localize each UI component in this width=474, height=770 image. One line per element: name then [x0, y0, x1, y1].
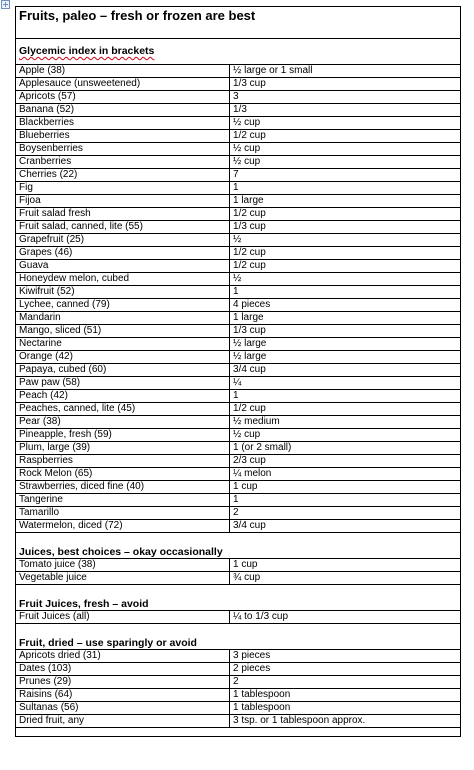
section-heading: Fruit, dried – use sparingly or avoid	[16, 623, 460, 649]
portion-cell: 3/4 cup	[230, 520, 461, 533]
portion-cell: 3 pieces	[230, 650, 461, 663]
fruit-name-cell: Paw paw (58)	[16, 377, 230, 390]
table-row	[16, 676, 460, 689]
portion-cell: 1	[230, 390, 461, 403]
portion-cell: ½ cup	[230, 156, 461, 169]
table-row	[16, 286, 460, 299]
table-row	[16, 182, 460, 195]
table-row	[16, 416, 460, 429]
portion-cell: 1	[230, 286, 461, 299]
table-row	[16, 299, 460, 312]
fruit-name-cell: Grapefruit (25)	[16, 234, 230, 247]
fruit-name-cell: Cranberries	[16, 156, 230, 169]
table-row	[16, 208, 460, 221]
fruit-name-cell: Blueberries	[16, 130, 230, 143]
table-row	[16, 143, 460, 156]
table-row	[16, 611, 460, 624]
table-row	[16, 468, 460, 481]
fruit-name-cell: Banana (52)	[16, 104, 230, 117]
table-row	[16, 351, 460, 364]
fruit-name-cell: Vegetable juice	[16, 572, 230, 585]
table-row	[16, 429, 460, 442]
table-row	[16, 663, 460, 676]
fruit-name-cell: Mango, sliced (51)	[16, 325, 230, 338]
fruit-name-cell: Tomato juice (38)	[16, 559, 230, 572]
fruit-name-cell: Boysenberries	[16, 143, 230, 156]
table-row	[16, 559, 460, 572]
table-row	[16, 260, 460, 273]
portion-cell: 3	[230, 91, 461, 104]
table-row	[16, 234, 460, 247]
table-row	[16, 325, 460, 338]
portion-cell: ¼	[230, 377, 461, 390]
fruit-name-cell: Lychee, canned (79)	[16, 299, 230, 312]
fruit-name-cell: Strawberries, diced fine (40)	[16, 481, 230, 494]
fruit-name-cell: Tangerine	[16, 494, 230, 507]
table-row	[16, 221, 460, 234]
fruit-name-cell: Pear (38)	[16, 416, 230, 429]
portion-cell: 1	[230, 182, 461, 195]
table-row	[16, 442, 460, 455]
fruit-name-cell: Fruit salad, canned, lite (55)	[16, 221, 230, 234]
fruit-name-cell: Raspberries	[16, 455, 230, 468]
fruit-name-cell: Applesauce (unsweetened)	[16, 78, 230, 91]
table-row	[16, 104, 460, 117]
fruit-name-cell: Dates (103)	[16, 663, 230, 676]
fruit-name-cell: Tamarillo	[16, 507, 230, 520]
fruit-name-cell: Cherries (22)	[16, 169, 230, 182]
portion-cell: 1 (or 2 small)	[230, 442, 461, 455]
fruit-name-cell: Plum, large (39)	[16, 442, 230, 455]
fruit-name-cell: Fruit Juices (all)	[16, 611, 230, 624]
table-row	[16, 312, 460, 325]
section-heading: Fruit Juices, fresh – avoid	[16, 584, 460, 610]
fruit-name-cell: Apple (38)	[16, 65, 230, 78]
portion-cell: ½ cup	[230, 429, 461, 442]
table-row	[16, 494, 460, 507]
page-title: Fruits, paleo – fresh or frozen are best	[16, 7, 460, 39]
portion-cell: ½ large	[230, 351, 461, 364]
table-row	[16, 572, 460, 585]
portion-cell: ½	[230, 234, 461, 247]
fruit-name-cell: Guava	[16, 260, 230, 273]
table-row	[16, 689, 460, 702]
table-row	[16, 702, 460, 715]
subtitle	[16, 39, 460, 64]
table-row	[16, 650, 460, 663]
fruit-name-cell: Raisins (64)	[16, 689, 230, 702]
portion-cell: ½ large	[230, 338, 461, 351]
table-row	[16, 455, 460, 468]
fruit-name-cell: Nectarine	[16, 338, 230, 351]
table-row	[16, 403, 460, 416]
fruit-name-cell: Fig	[16, 182, 230, 195]
portion-cell: ¾ cup	[230, 572, 461, 585]
portion-cell: 1/2 cup	[230, 403, 461, 416]
portion-cell: 1/3 cup	[230, 78, 461, 91]
table-row	[16, 78, 460, 91]
portion-cell: 1 tablespoon	[230, 689, 461, 702]
fruit-name-cell: Rock Melon (65)	[16, 468, 230, 481]
fruit-name-cell: Pineapple, fresh (59)	[16, 429, 230, 442]
table-move-handle-icon[interactable]	[1, 0, 10, 9]
fruit-name-cell: Fruit salad fresh	[16, 208, 230, 221]
portion-cell: 1/3 cup	[230, 221, 461, 234]
fruit-name-cell: Peach (42)	[16, 390, 230, 403]
portion-cell: 1/2 cup	[230, 260, 461, 273]
fruit-name-cell: Apricots dried (31)	[16, 650, 230, 663]
table-row	[16, 364, 460, 377]
portion-cell: 1/3 cup	[230, 325, 461, 338]
portion-cell: 2	[230, 676, 461, 689]
portion-cell: 3/4 cup	[230, 364, 461, 377]
table-bottom-row	[16, 727, 460, 736]
table-row	[16, 507, 460, 520]
portion-cell: 2/3 cup	[230, 455, 461, 468]
portion-cell: 1	[230, 494, 461, 507]
sections-container	[16, 64, 460, 727]
portion-cell: 1/2 cup	[230, 130, 461, 143]
fruit-name-cell: Apricots (57)	[16, 91, 230, 104]
table-row	[16, 481, 460, 494]
table-row	[16, 130, 460, 143]
fruit-name-cell: Peaches, canned, lite (45)	[16, 403, 230, 416]
section-heading: Juices, best choices – okay occasionally	[16, 532, 460, 558]
table-row	[16, 338, 460, 351]
portion-cell: ½ medium	[230, 416, 461, 429]
subtitle-text: Glycemic index in brackets	[19, 45, 155, 57]
portion-cell: 1 cup	[230, 559, 461, 572]
fruit-name-cell: Mandarin	[16, 312, 230, 325]
fruit-name-cell: Prunes (29)	[16, 676, 230, 689]
fruit-name-cell: Watermelon, diced (72)	[16, 520, 230, 533]
fruit-name-cell: Blackberries	[16, 117, 230, 130]
portion-cell: 1 tablespoon	[230, 702, 461, 715]
portion-cell: ¼ melon	[230, 468, 461, 481]
portion-cell: 4 pieces	[230, 299, 461, 312]
table-row	[16, 117, 460, 130]
table-row	[16, 715, 460, 728]
portion-cell: 1 cup	[230, 481, 461, 494]
portion-cell: ½	[230, 273, 461, 286]
portion-cell: 2	[230, 507, 461, 520]
fruit-table	[16, 649, 460, 727]
table-row	[16, 377, 460, 390]
table-row	[16, 390, 460, 403]
fruit-name-cell: Honeydew melon, cubed	[16, 273, 230, 286]
portion-cell: 1/3	[230, 104, 461, 117]
table-row	[16, 247, 460, 260]
portion-cell: 1 large	[230, 312, 461, 325]
fruit-table	[16, 64, 460, 532]
fruit-name-cell: Dried fruit, any	[16, 715, 230, 728]
fruit-table	[16, 610, 460, 623]
table-row	[16, 520, 460, 533]
portion-cell: 1/2 cup	[230, 247, 461, 260]
portion-cell: 3 tsp. or 1 tablespoon approx.	[230, 715, 461, 728]
portion-cell: ½ large or 1 small	[230, 65, 461, 78]
fruit-name-cell: Sultanas (56)	[16, 702, 230, 715]
document-table	[15, 6, 461, 737]
portion-cell: 1 large	[230, 195, 461, 208]
portion-cell: 7	[230, 169, 461, 182]
fruit-name-cell: Kiwifruit (52)	[16, 286, 230, 299]
table-row	[16, 156, 460, 169]
table-row	[16, 169, 460, 182]
portion-cell: ½ cup	[230, 143, 461, 156]
table-row	[16, 91, 460, 104]
portion-cell: 1/2 cup	[230, 208, 461, 221]
fruit-name-cell: Orange (42)	[16, 351, 230, 364]
fruit-name-cell: Fijoa	[16, 195, 230, 208]
table-row	[16, 65, 460, 78]
portion-cell: ¼ to 1/3 cup	[230, 611, 461, 624]
table-row	[16, 273, 460, 286]
portion-cell: 2 pieces	[230, 663, 461, 676]
table-row	[16, 195, 460, 208]
fruit-table	[16, 558, 460, 584]
fruit-name-cell: Grapes (46)	[16, 247, 230, 260]
fruit-name-cell: Papaya, cubed (60)	[16, 364, 230, 377]
portion-cell: ½ cup	[230, 117, 461, 130]
